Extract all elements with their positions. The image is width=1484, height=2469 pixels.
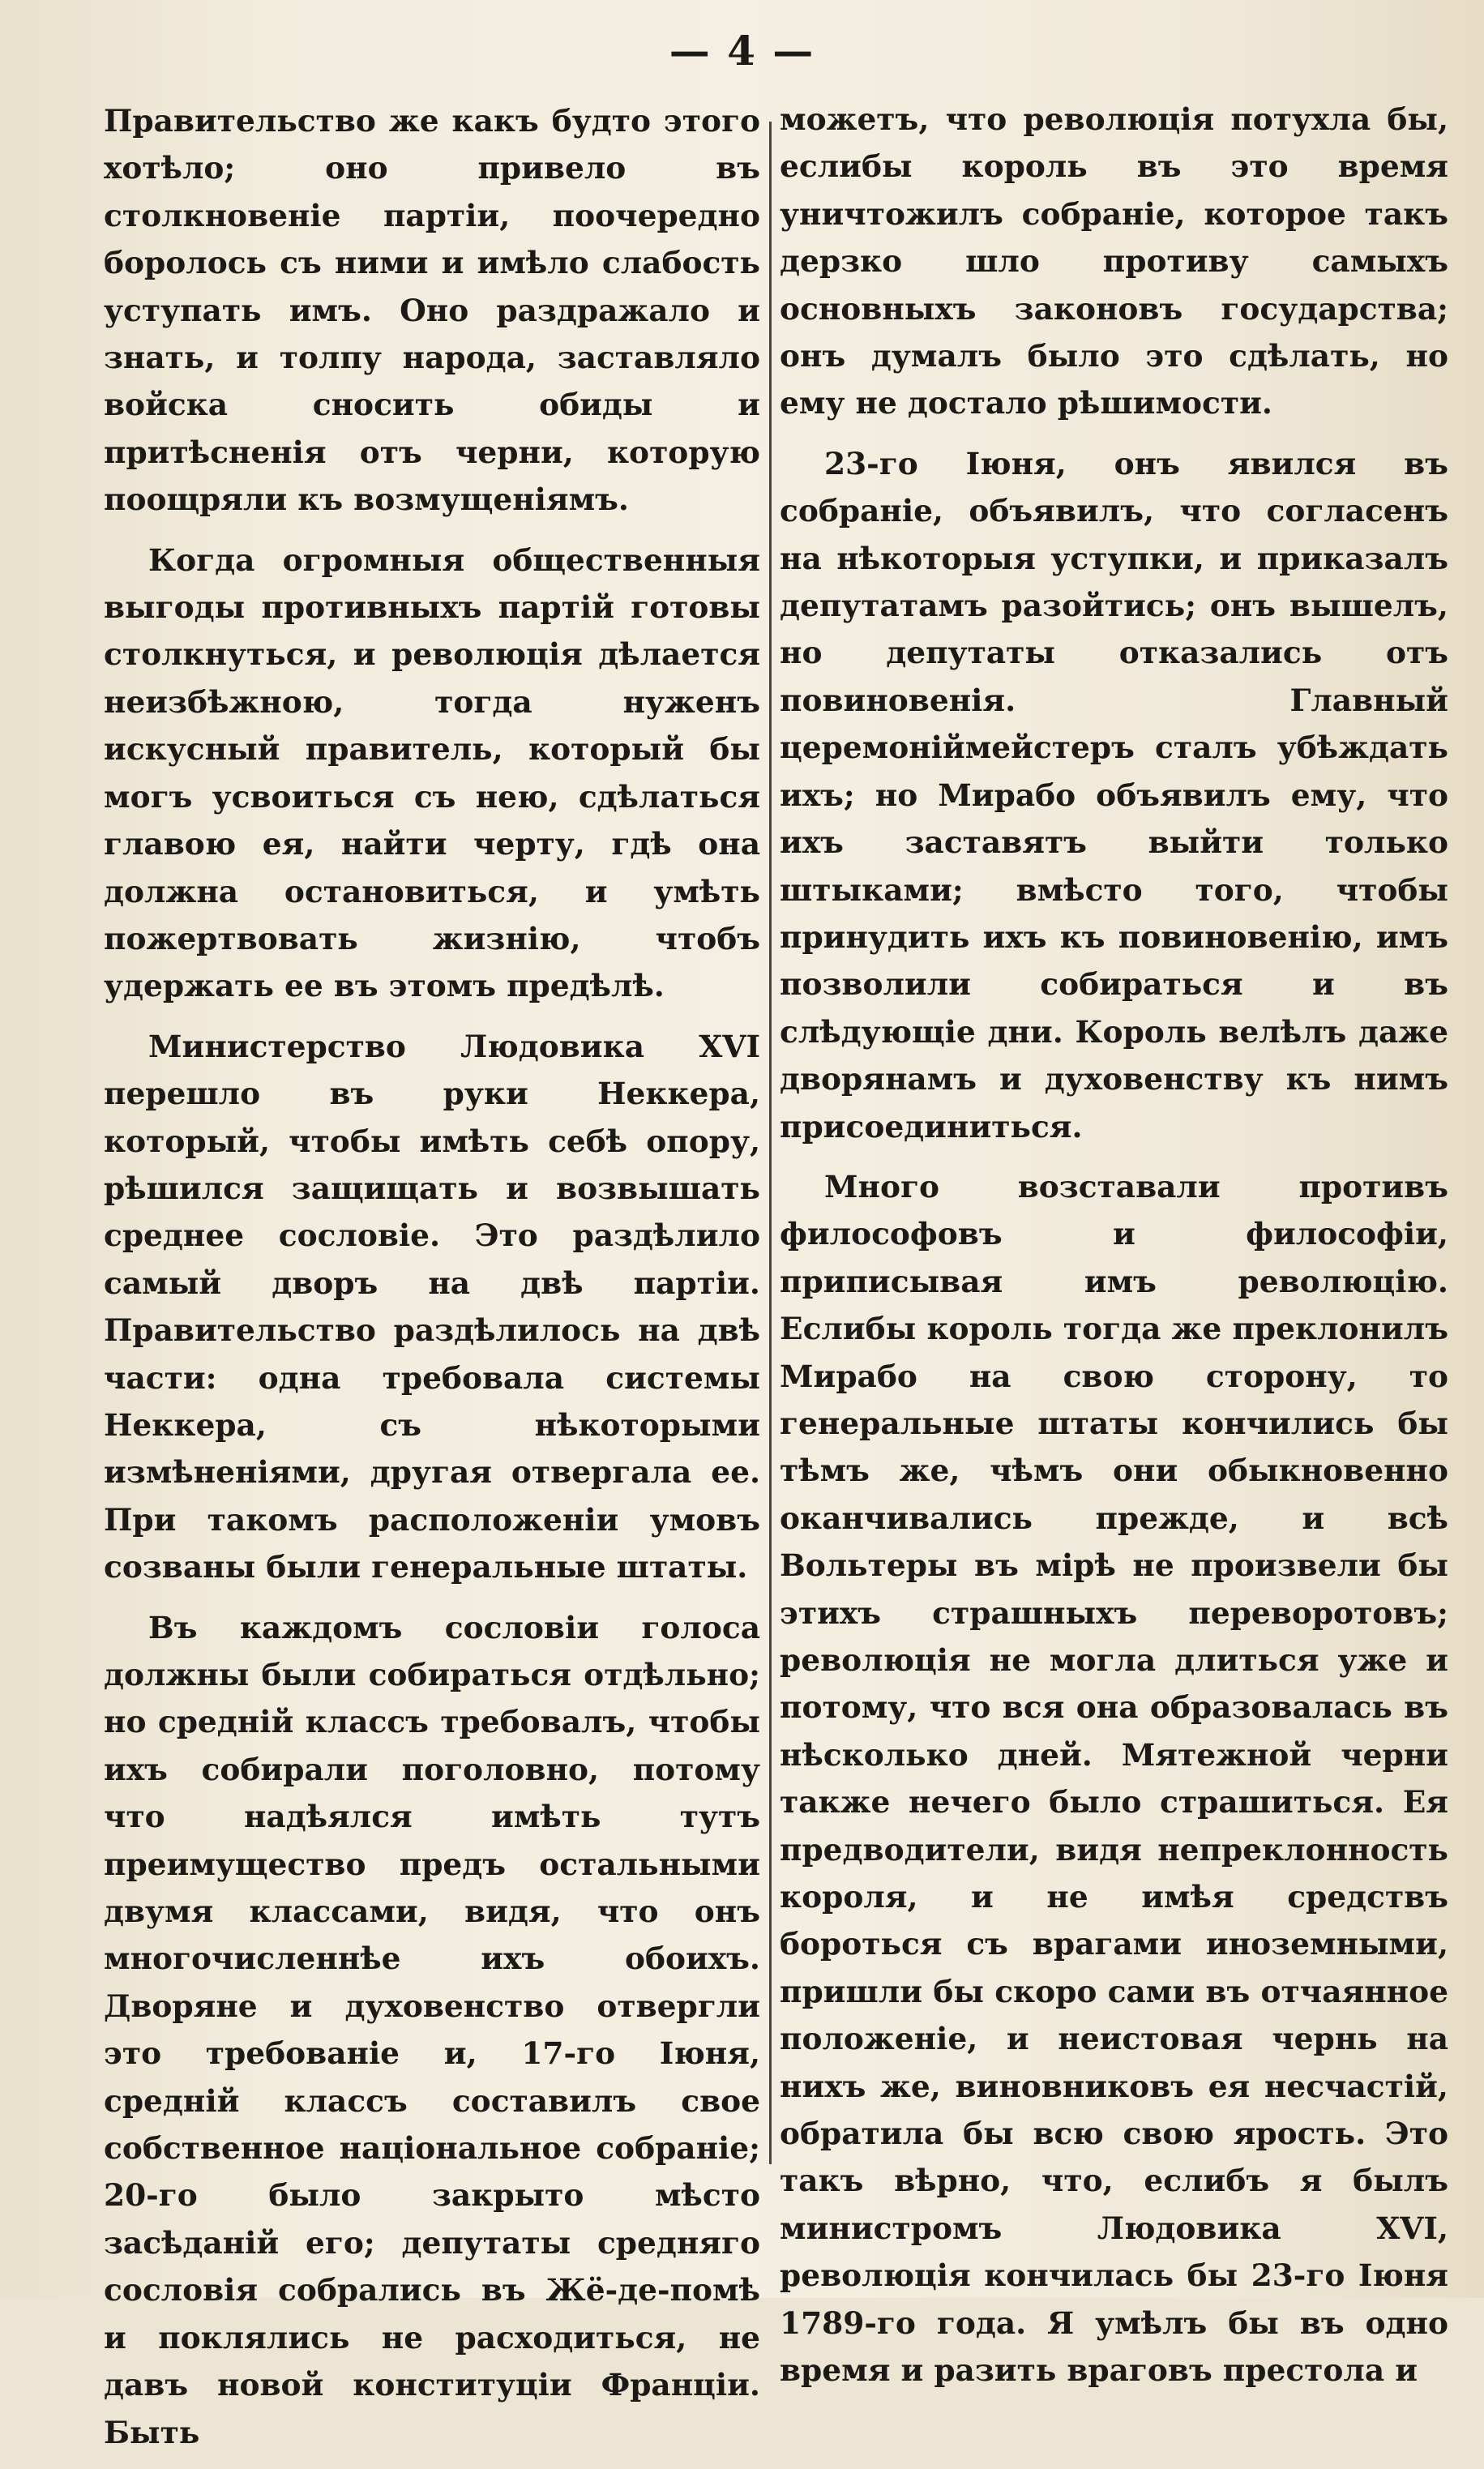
- paragraph: Въ каждомъ сословіи голоса должны были собираться отдѣльно; но средній классъ требовалъ, чтобы ихъ собирали поголовно, потому что надѣялся имѣть тутъ преимущество предъ остальными двумя классами, видя, что онъ многочисленнѣе ихъ обоихъ. Дворяне и духовенство отвергли это требованіе и, 17-го Іюня, средній классъ составилъ свое собственное національное собраніе; 20-го было закрыто мѣсто засѣданій его; депутаты средняго сословія собрались въ Жё-де-помѣ и поклялись не расходиться, не давъ новой конституціи Франціи. Быть: [104, 1609, 760, 2450]
- paragraph: можетъ, что революція потухла бы, еслибы король въ это время уничтожилъ собраніе, которое такъ дерзко шло противу самыхъ основныхъ законовъ государства; онъ думалъ было это сдѣлать, но ему не достало рѣшимости.: [780, 101, 1448, 421]
- column-divider: [769, 122, 772, 2164]
- paragraph: Министерство Людовика XVI перешло въ руки Неккера, который, чтобы имѣть себѣ опору, рѣшился защищать и возвышать среднее сословіе. Это раздѣлило самый дворъ на двѣ партіи. Правительство раздѣлилось на двѣ части: одна требовала системы Неккера, съ нѣкоторыми измѣненіями, другая отвергала ее. При такомъ расположеніи умовъ созваны были генеральные штаты.: [104, 1028, 760, 1585]
- left-column: [104, 97, 760, 2469]
- paragraph: Правительство же какъ будто этого хотѣло; оно привело въ столкновеніе партіи, поочередно боролось съ ними и имѣло слабость уступать имъ. Оно раздражало и знать, и толпу народа, заставляло войска сносить обиды и притѣсненія отъ черни, которую поощряли къ возмущеніямъ.: [104, 103, 760, 518]
- paragraph: Много возставали противъ философовъ и философіи, приписывая имъ революцію. Еслибы король тогда же преклонилъ Мирабо на свою сторону, то генеральные штаты кончились бы тѣмъ же, чѣмъ они обыкновенно оканчивались прежде, и всѣ Вольтеры въ мірѣ не произвели бы этихъ страшныхъ переворотовъ; революція не могла длиться уже и потому, что вся она образовалась въ нѣсколько дней. Мятежной черни также нечего было страшиться. Ея предводители, видя непреклонность короля, и не имѣя средствъ бороться съ врагами иноземными, пришли бы скоро сами въ отчаянное положеніе, и неистовая чернь на нихъ же, виновниковъ ея несчастій, обратила бы всю свою ярость. Это такъ вѣрно, что, еслибъ я былъ министромъ Людовика XVI, революція кончилась бы 23-го Іюня 1789-го года. Я умѣлъ бы въ одно время и разить враговъ престола и: [780, 1168, 1448, 2389]
- right-column: [780, 96, 1448, 2407]
- paragraph: 23-го Іюня, онъ явился въ собраніе, объявилъ, что согласенъ на нѣкоторыя уступки, и приказалъ депутатамъ разойтись; онъ вышелъ, но депутаты отказались отъ повиновенія. Главный церемоніймейстеръ сталъ убѣждать ихъ; но Мирабо объявилъ ему, что ихъ заставятъ выйти только штыками; вмѣсто того, чтобы принудить ихъ къ повиновенію, имъ позволили собираться и въ слѣдующіе дни. Король велѣлъ даже дворянамъ и духовенству къ нимъ присоединиться.: [780, 445, 1448, 1145]
- page-number: — 4 —: [669, 27, 815, 75]
- paragraph: Когда огромныя общественныя выгоды противныхъ партій готовы столкнуться, и революція дѣлается неизбѣжною, тогда нуженъ искусный правитель, который бы могъ усвоиться съ нею, сдѣлаться главою ея, найти черту, гдѣ она должна остановиться, и умѣть пожертвовать жизнію, чтобъ удержать ее въ этомъ предѣлѣ.: [104, 541, 760, 1004]
